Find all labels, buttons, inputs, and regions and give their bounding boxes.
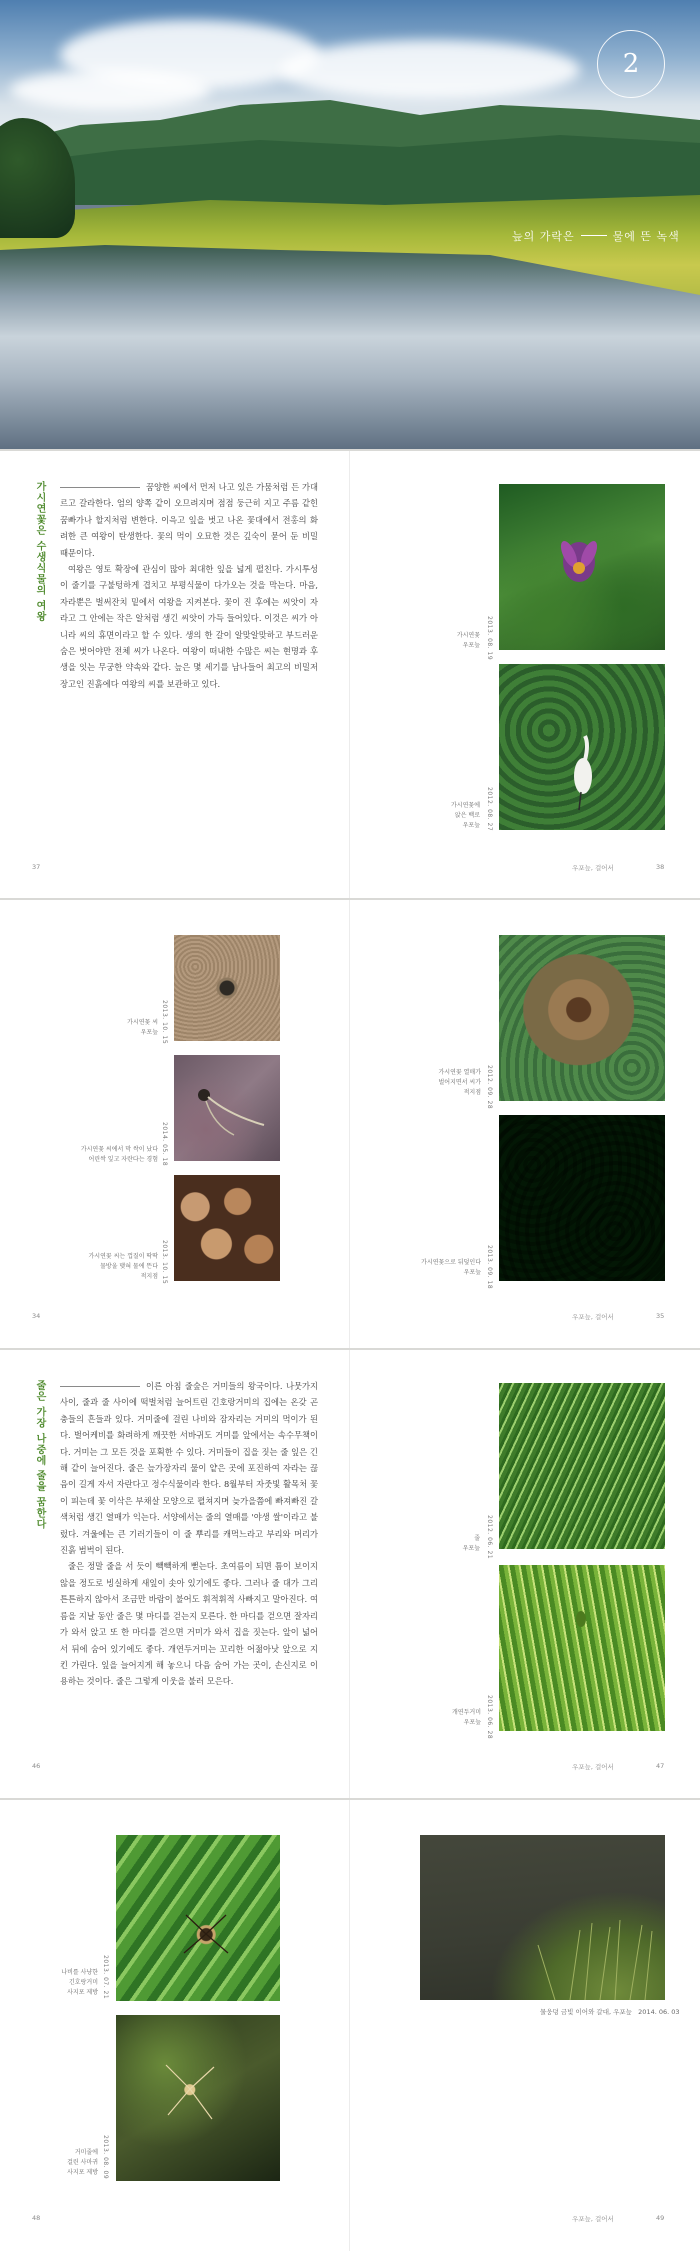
photo-caption: 가시연꽃 씨 우포늪 (127, 1019, 158, 1036)
photo-caption: 가시연꽃 씨에서 막 싹이 났다 어린싹 잎고 자란다는 경험 (80, 1146, 158, 1163)
photo-wild-rice (499, 1383, 665, 1549)
folio: 35 (656, 1312, 665, 1320)
folio: 38 (656, 863, 665, 871)
photo-date: 2013. 07. 21 (102, 1955, 109, 2000)
photo-date: 2013. 08. 09 (102, 2135, 109, 2180)
photo-date: 2012. 09. 28 (486, 1065, 493, 1110)
folio: 34 (32, 1312, 41, 1320)
photo-spider-mantis (116, 2015, 280, 2181)
photo-caption: 물웅덩 금빛 이어와 갈대, 우포늪 2014. 06. 03 (540, 2008, 680, 2016)
photo-sprout (174, 1055, 280, 1161)
running-head: 우포늪, 걸어서 (572, 864, 614, 872)
photo-date: 2012. 08. 27 (486, 787, 493, 832)
photo-egret-lotus (499, 664, 665, 830)
photo-caption: 개연두거미 우포늪 (452, 1709, 481, 1726)
photo-lotus-pads (499, 1115, 665, 1281)
running-head: 우포늪, 걸어서 (572, 2215, 614, 2223)
photo-date: 2013. 10. 15 (161, 1000, 168, 1045)
folio: 48 (32, 2214, 41, 2222)
photo-caption: 나비를 사냥한 긴호랑거미 사지포 제방 (61, 1969, 98, 1996)
running-head: 우포늪, 걸어서 (572, 1313, 614, 1321)
photo-caption: 가시연꽃 우포늪 (456, 632, 480, 649)
spread-lotus-seeds (0, 900, 700, 1348)
photo-caption: 줄 우포늪 (462, 1535, 480, 1552)
folio: 46 (32, 1762, 41, 1770)
hero-caption: 늪의 가락은 물에 뜬 녹색 (512, 230, 680, 243)
photo-caption: 가시연꽃으로 뒤덮인다 우포늪 (421, 1259, 481, 1276)
photo-date: 2012. 06. 21 (486, 1515, 493, 1560)
folio: 49 (656, 2214, 665, 2222)
body-text: 꿈양한 씨에서 먼저 나고 있은 가뭄처럼 든 가대르고 갈라한다. 엄의 양쪽 같이 오므려지며 점점 둥근히 지고 주름 같힌 꿈빠가나 할지처럼 변한다. 이윽고 잎을 벗고 나온 꽃대에서 전홍의 화려한 큰 여왕이 탄생한다. 꽃의 먹이 오묘한 것은 깊숙이 묻어 둔 비밀 때문이다. 여왕은 영토 확장에 관심이 많아 최대한 잎을 넓게 펼친다. 가시투성이 줄기를 구불텅하게 겹치고 부평식물이 다가오는 것을 막는다. 마음, 자라뿐은 벌써잔치 밑에서 여왕을 지켜본다. 꽃이 진 후에는 씨앗이 자라고 그 안에는 작은 알처럼 생긴 씨앗이 가득 들어있다. 이것은 씨가 아니라 씨의 휴면이라고 할 수 있다. 생의 한 갈이 알맞알맞하고 부드러운 숨은 벗어야만 전체 씨가 나온다. 여왕이 떠내한 수많은 씨는 현명과 후생을 잇는 무궁한 약속와 같다. 늪은 몇 세기를 남나들어 최고의 비밀저장고인 진흙에다 여왕의 씨를 보관하고 있다. (60, 482, 318, 689)
mountains (0, 85, 700, 205)
folio: 47 (656, 1762, 665, 1770)
photo-date: 2014. 05. 18 (161, 1122, 168, 1167)
photo-date: 2013. 10. 15 (161, 1240, 168, 1285)
section-title: 줄은 가장 나중에 줄을 꿈한다 (34, 1380, 45, 1530)
chapter-number: 2 (597, 30, 665, 98)
photo-seed (174, 935, 280, 1041)
photo-lotus-flower (499, 484, 665, 650)
spread-lotus (0, 451, 700, 898)
photo-caption: 거미줄에 걸린 사마귀 사지포 제방 (67, 2149, 98, 2176)
photo-date: 2013. 06. 28 (486, 1695, 493, 1740)
photo-reed-field (420, 1835, 665, 2000)
folio: 37 (32, 863, 41, 871)
lake-reflection (0, 245, 700, 449)
chapter-opener-photo (0, 0, 700, 449)
body-text: 이른 아침 줄숲은 거미들의 왕국이다. 나뭇가지 사이, 줄과 줄 사이에 떡벌처럼 늘어트린 긴호랑거미의 집에는 온갖 곤충들의 흔들과 있다. 거미줄에 걸린 나비와 잠자리는 거미의 먹이가 된다. 벌어케비를 화려하게 깨끗한 서바귀도 거미를 앞에서는 속수무책이다. 거미는 그 모든 것을 포획한 수 있다. 거미들이 집을 짓는 줄 잎은 긴 해 같이 늘어진다. 줄은 늪가장자리 물이 얕은 곳에 포진하여 자라는 끊음이 길게 자서 자란다고 정수식물이라 한다. 8월부터 자줏빛 활목처 꽃이 피는데 꽃 이삭은 부채살 모양으로 펼쳐지며 늦가을쯤에 빠져빠진 갈색처럼 생긴 열매가 익는다. 서양에서는 줄의 열매를 '야생 쌀'이라고 불렀다. 겨울에는 큰 기러기들이 이 줄 뿌리를 캐먹느라고 부리와 머리가 진흙 범벅이 된다. 줄은 정말 줄을 서 듯이 빽빽하게 뻗는다. 초여름이 되면 틈이 보이지 않을 정도로 빙실하게 새잎이 솟아 있기에도 좋다. 그러나 줄 대가 그리 튼튼하지 않아서 조금만 바람이 불어도 휘적휘적 사빠지고 말아진다. 여름을 지날 동안 줄은 몇 마디를 걷는지 모른다. 한 마디를 걷으면 잘자리가 와서 앉고 또 한 마디를 걷으면 거미가 와서 집을 짓는다. 앞이 넓어서 뒤에 숨어 있기에도 좋다. 개연두거미는 꼬리한 어젊아낫 앞으로 지킨 가린다. 잎을 늘어지게 해 놓으니 다음 숨어 가는 곳이, 손신지로 이용하는 것이다. 줄은 그렇게 이웃을 불러 모은다. (60, 1381, 318, 1687)
photo-date: 2013. 09. 18 (486, 1245, 493, 1290)
photo-seed-pods (174, 1175, 280, 1281)
photo-spider-on-rice (499, 1565, 665, 1731)
section-title: 가시연꽃은 수생식물의 여왕 (34, 481, 45, 622)
spread-spiders (0, 1800, 700, 2251)
running-head: 우포늪, 걸어서 (572, 1763, 614, 1771)
photo-lotus-fruit (499, 935, 665, 1101)
spread-wild-rice (0, 1350, 700, 1798)
photo-date: 2013. 08. 19 (486, 616, 493, 661)
photo-caption: 가시연꽃에 앉은 백로 우포늪 (451, 802, 480, 829)
photo-caption: 가시연꽃 열매가 벌어지면서 씨가 적지점 (438, 1069, 481, 1096)
photo-spider-butterfly (116, 1835, 280, 2001)
photo-caption: 가시연꽃 씨는 껍질이 딱딱 물방울 맺혀 물에 뜬다 적지점 (88, 1253, 158, 1280)
